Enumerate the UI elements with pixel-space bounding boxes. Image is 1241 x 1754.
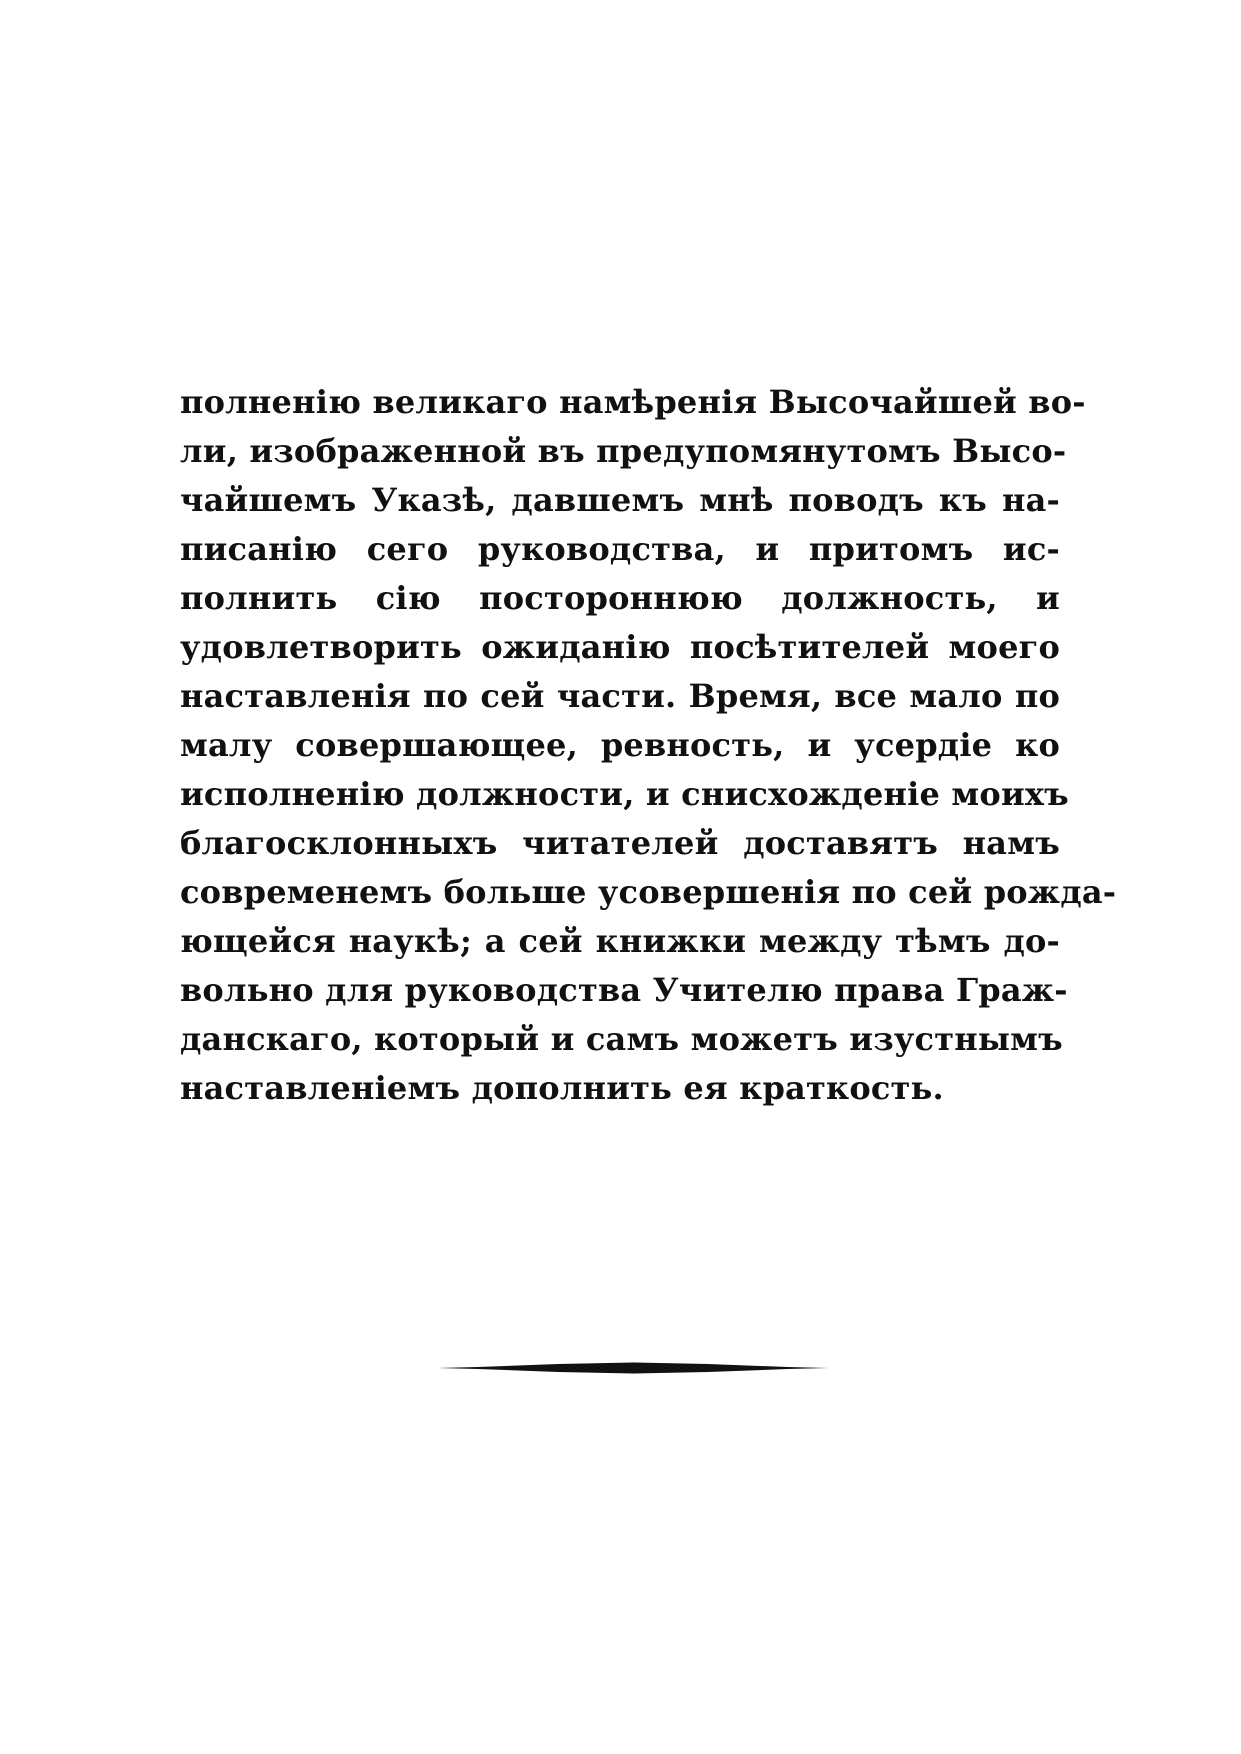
- text-line: полненію великаго намѣренія Высочайшей во-: [180, 383, 1086, 421]
- text-line: благосклонныхъ читателей доставятъ намъ: [180, 824, 1060, 862]
- text-line: вольно для руководства Учителю права Граж-: [180, 971, 1068, 1009]
- text-line: чайшемъ Указѣ, давшемъ мнѣ поводъ къ на-: [180, 481, 1060, 519]
- text-line-last: наставленіемъ дополнить ея краткость.: [180, 1069, 944, 1107]
- text-line: удовлетворить ожиданію посѣтителей моего: [180, 628, 1060, 666]
- rule-shape: [438, 1363, 828, 1374]
- text-line: ли, изображенной въ предупомянутомъ Высо-: [180, 432, 1067, 470]
- text-line: ющейся наукѣ; а сей книжки между тѣмъ до-: [180, 922, 1060, 960]
- text-line: данскаго, который и самъ можетъ изустнымъ: [180, 1020, 1063, 1058]
- text-line: полнить сію постороннюю должность, и: [180, 579, 1060, 617]
- ornamental-rule: [438, 1361, 828, 1375]
- body-text: [180, 378, 1117, 1113]
- text-line: наставленія по сей части. Время, все мало по: [180, 677, 1060, 715]
- text-line: писанію сего руководства, и притомъ ис-: [180, 530, 1060, 568]
- text-line: исполненію должности, и снисхожденіе моихъ: [180, 775, 1069, 813]
- text-line: современемъ больше усовершенія по сей рожда-: [180, 873, 1117, 911]
- text-line: малу совершающее, ревность, и усердіе ко: [180, 726, 1060, 764]
